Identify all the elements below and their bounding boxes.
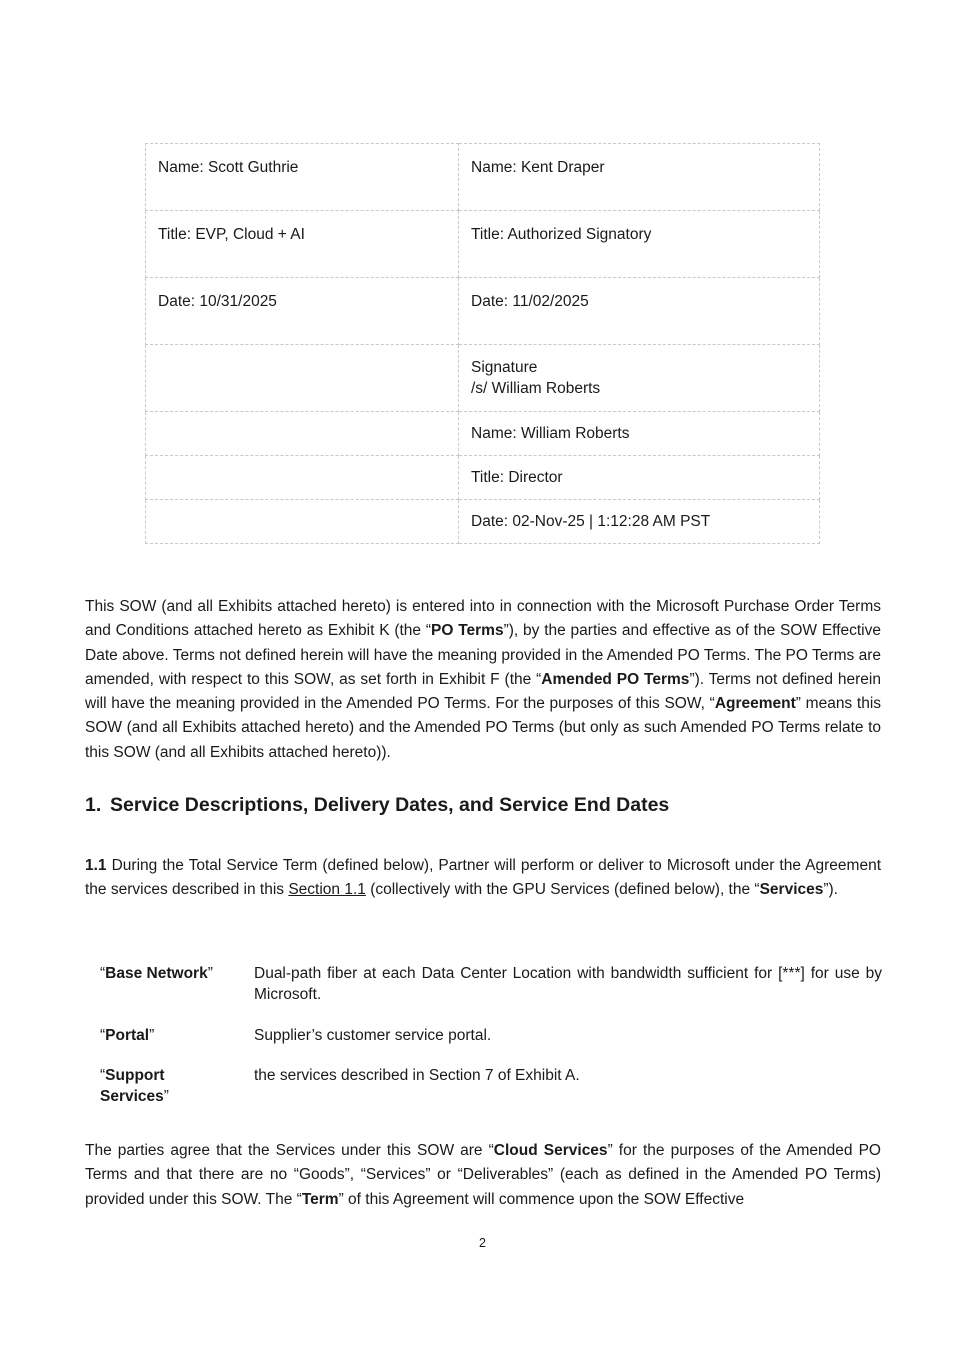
microsoft-signer-name: Name: Scott Guthrie [146,144,459,211]
witness-title: Title: Director [459,456,820,500]
definition-text: Dual-path fiber at each Data Center Location with bandwidth sufficient for [***] for use by Microsoft. [254,965,882,1003]
defined-term: Services [759,881,824,899]
defined-term: Agreement [714,695,796,713]
signature-row [146,278,820,345]
closing-paragraph: The parties agree that the Services under this SOW are “Cloud Services” for the purposes of the Amended PO Terms and that there are no “Goods”, “Services” or “Deliverables” (each as defined in the Amended PO Terms) provided under this SOW. The “Term” of this Agreement will commence upon the SOW Effective [85,1142,881,1208]
definition-term: “Support Services” [100,1067,169,1105]
microsoft-signer-title: Title: EVP, Cloud + AI [146,211,459,278]
signature-row [146,456,820,500]
defined-term: Amended PO Terms [541,670,690,688]
partner-signer-title: Title: Authorized Signatory [459,211,820,278]
defined-term: PO Terms [431,622,504,640]
signature-row [146,345,820,412]
signature-row [146,412,820,456]
definition-term: “Base Network” [100,965,213,982]
empty-cell [146,345,459,412]
section-heading [85,792,881,818]
witness-name: Name: William Roberts [459,412,820,456]
defined-term: Cloud Services [493,1142,608,1159]
page-number: 2 [479,1236,486,1250]
section-title: Service Descriptions, Delivery Dates, and Service End Dates [110,794,670,816]
signature-value: /s/ William Roberts [471,380,601,397]
definition-text: the services described in Section 7 of Exhibit A. [254,1067,580,1084]
signature-row [146,500,820,544]
signature-table [145,143,820,544]
clause-1-1: 1.1 During the Total Service Term (defined below), Partner will perform or deliver to Microsoft under the Agreement the services described in this Section 1.1 (collectively with the GPU Services (defined below), the “Services”). [85,857,881,899]
defined-term: Term [301,1190,339,1208]
signature-row [146,144,820,211]
signature-label: Signature [471,359,538,376]
partner-signer-date: Date: 11/02/2025 [459,278,820,345]
empty-cell [146,412,459,456]
witness-date: Date: 02-Nov-25 | 1:12:28 AM PST [459,500,820,544]
signature-row [146,211,820,278]
empty-cell [146,456,459,500]
microsoft-signer-date: Date: 10/31/2025 [146,278,459,345]
section-number: 1. [85,794,102,816]
definition-term: “Portal” [100,1027,155,1044]
intro-paragraph: This SOW (and all Exhibits attached hereto) is entered into in connection with the Microsoft Purchase Order Terms and Conditions attached hereto as Exhibit K (the “PO Terms”), by the parties and effective as of the SOW Effective Date above. Terms not defined herein will have the meaning provided in the Amended PO Terms. The PO Terms are amended, with respect to this SOW, as set forth in Exhibit F (the “Amended PO Terms”). Terms not defined herein will have the meaning provided in the Amended PO Terms. For the purposes of this SOW, “Agreement” means this SOW (and all Exhibits attached hereto) and the Amended PO Terms (but only as such Amended PO Terms relate to this SOW (and all Exhibits attached hereto)). [85,598,882,761]
witness-signature-cell [459,345,820,412]
definition-text: Supplier’s customer service portal. [254,1027,492,1044]
clause-number: 1.1 [85,857,107,874]
section-reference-link[interactable]: Section 1.1 [288,881,366,899]
empty-cell [146,500,459,544]
partner-signer-name: Name: Kent Draper [459,144,820,211]
